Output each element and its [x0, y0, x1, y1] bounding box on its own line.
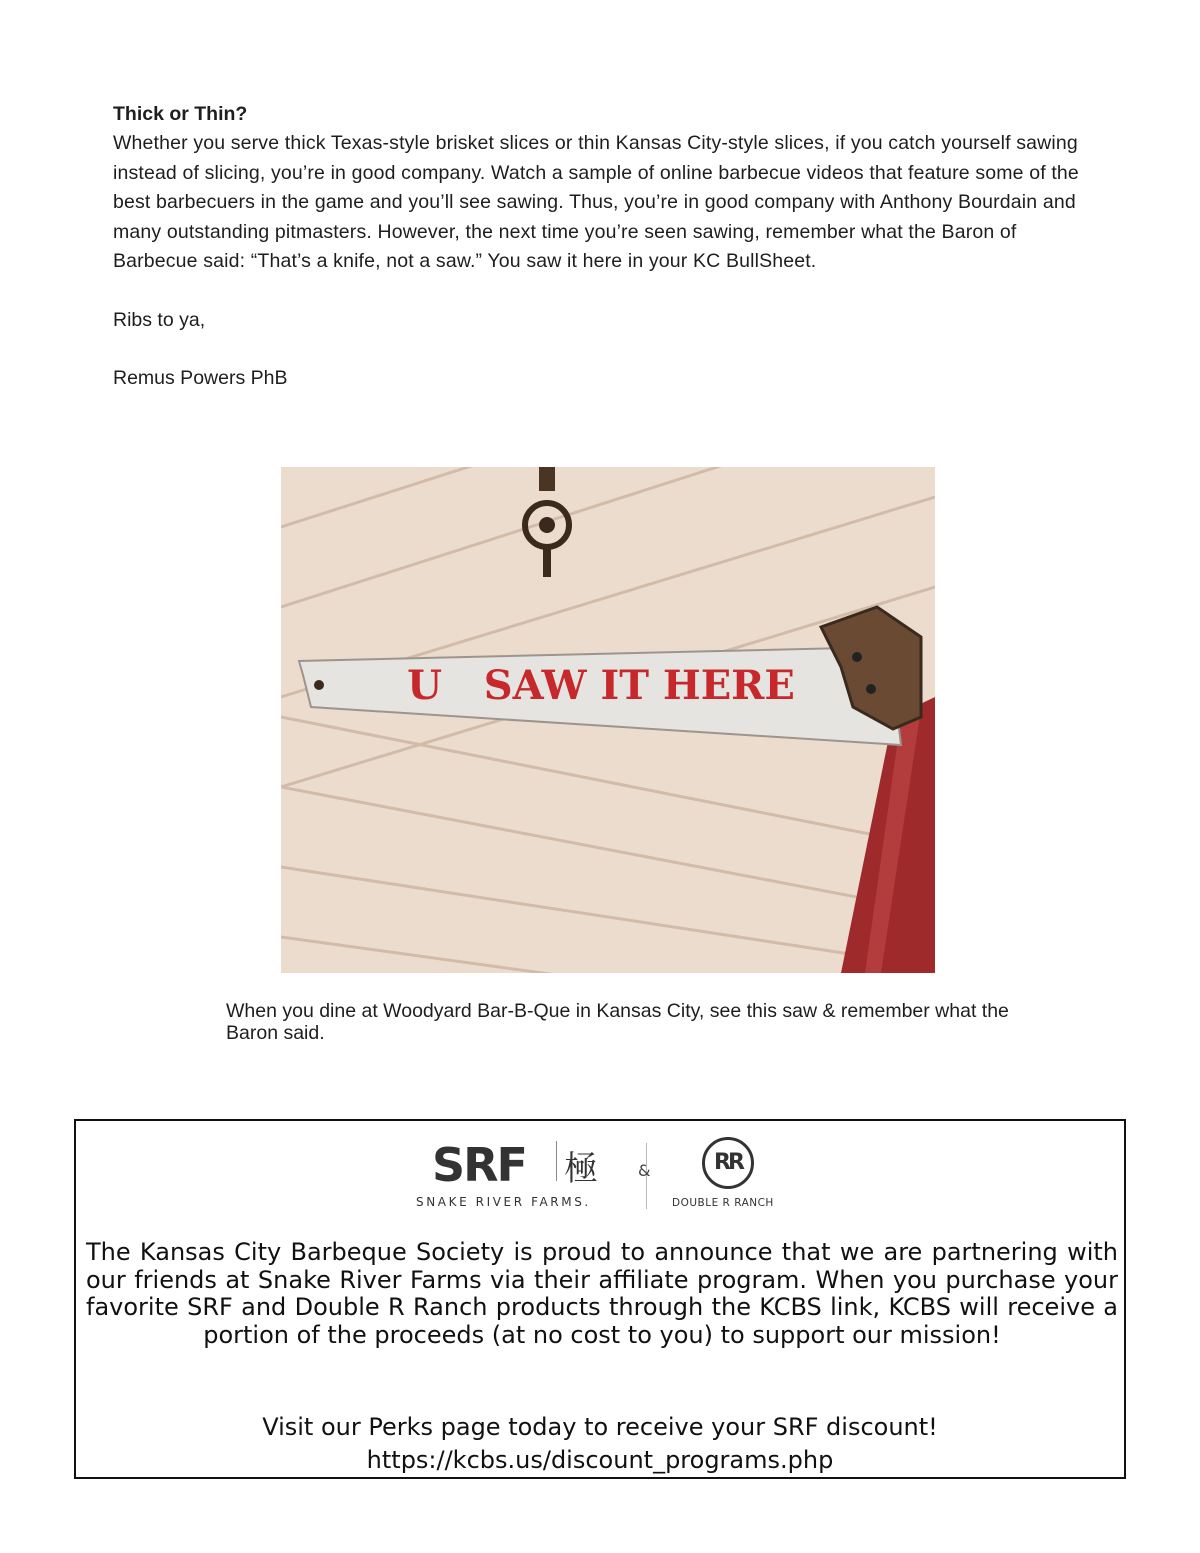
double-r-name: DOUBLE R RANCH: [672, 1197, 774, 1209]
article: [113, 100, 1088, 393]
promo-cta: Visit our Perks page today to receive your SRF discount!: [262, 1413, 938, 1441]
promo-cta-block: [76, 1411, 1124, 1477]
photo-caption: When you dine at Woodyard Bar-B-Que in Kansas City, see this saw & remember what the Baron said.: [226, 1000, 1009, 1044]
article-signoff: Ribs to ya,: [113, 308, 206, 331]
promo-url[interactable]: https://kcbs.us/discount_programs.php: [366, 1446, 834, 1474]
saw-lettering: U SAW IT HERE: [407, 662, 795, 709]
promo-box: [74, 1119, 1126, 1479]
saw-photo-illustration: [281, 467, 935, 973]
partner-logos: [416, 1131, 796, 1211]
srf-logo: SRF: [432, 1138, 526, 1192]
article-author: Remus Powers PhB: [113, 366, 288, 389]
double-r-logo: RR: [702, 1137, 754, 1189]
srf-name: SNAKE RIVER FARMS.: [416, 1195, 591, 1209]
article-heading: Thick or Thin?: [113, 103, 248, 125]
saw-photo: [281, 467, 935, 973]
srf-kanji: 極: [564, 1149, 598, 1189]
logo-ampersand: &: [638, 1161, 651, 1180]
article-body: Whether you serve thick Texas-style brisket slices or thin Kansas City-style slices, if you catch yourself sawing instead of slicing, you’re in good company. Watch a sample of online barbecue videos that feature some of the best barbecuers in the game and you’ll see sawing. Thus, you’re in good company with Anthony Bourdain and many outstanding pitmasters. However, the next time you’re seen sawing, remember what the Baron of Barbecue said: “That’s a knife, not a saw.” You saw it here in your KC BullSheet.: [113, 132, 1079, 272]
srf-logo-divider: [556, 1141, 557, 1181]
promo-text: The Kansas City Barbeque Society is proud to announce that we are partnering with our friends at Snake River Farms via their affiliate program. When you purchase your favorite SRF and Double R Ranch products through the KCBS link, KCBS will receive a portion of the proceeds (at no cost to you) to support our mission!: [86, 1238, 1118, 1349]
